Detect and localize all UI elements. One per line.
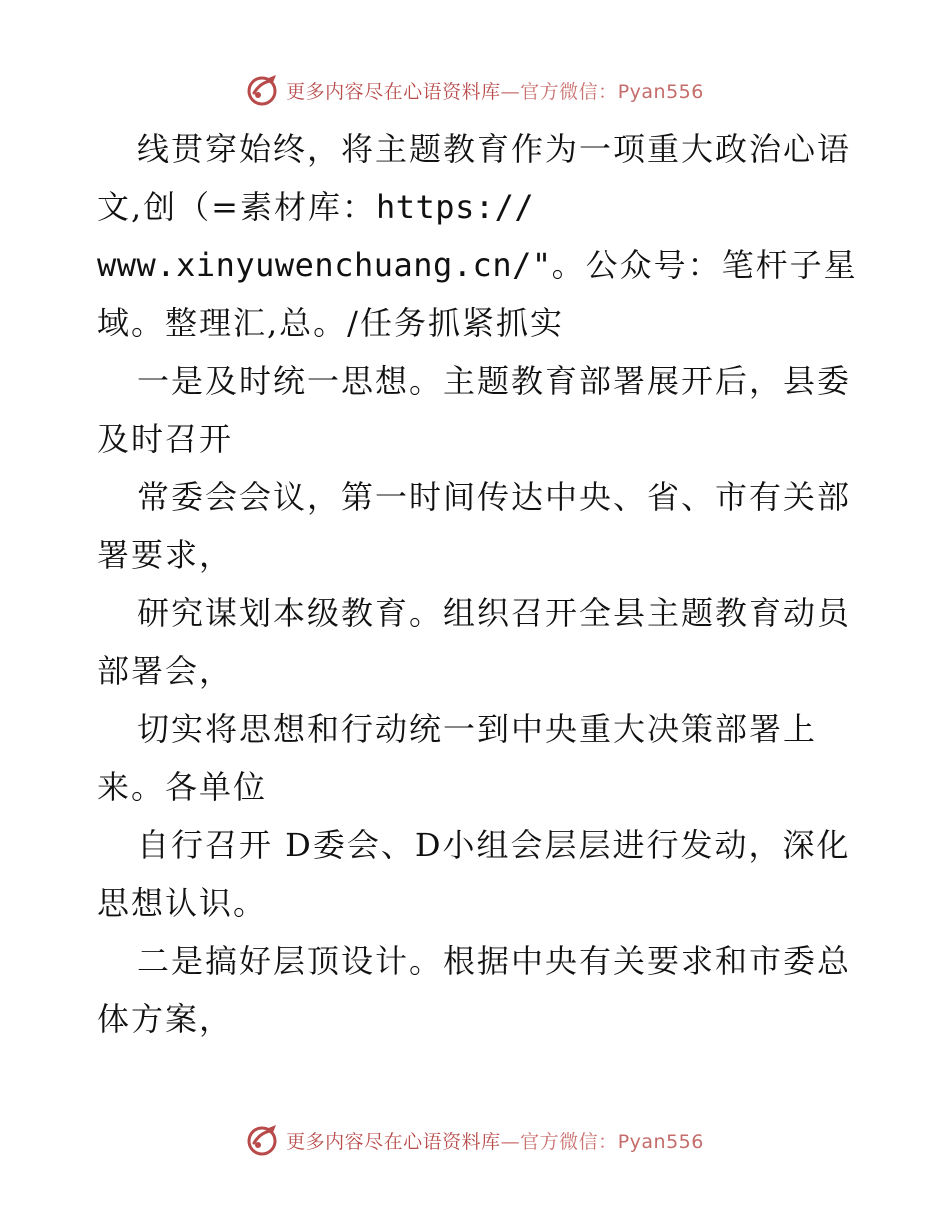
ink-brush-seal-icon <box>246 1123 280 1157</box>
paragraph-line: 来。各单位 <box>97 768 268 806</box>
header-banner-text <box>286 77 704 104</box>
link-text: www.xinyuwenchuang.cn/" <box>97 246 552 284</box>
header-banner-id: Pyan556 <box>617 80 704 103</box>
paragraph-line-text: 。公众号：笔杆子星 <box>551 246 858 284</box>
paragraph-line <box>97 236 857 294</box>
paragraph-line: 思想认识。 <box>97 884 268 922</box>
paragraph-line: 二是搞好层顶设计。根据中央有关要求和市委总 <box>137 942 852 980</box>
footer-banner-id: Pyan556 <box>617 1130 704 1153</box>
paragraph-line <box>97 178 857 236</box>
header-banner-sep: —官方微信： <box>500 80 618 103</box>
paragraph-line: 一是及时统一思想。主题教育部署展开后，县委 <box>137 362 852 400</box>
document-body <box>97 120 857 1048</box>
paragraph-line-text: 文,创（=素材库： <box>97 188 376 226</box>
footer-banner-main: 更多内容尽在心语资料库 <box>286 1130 501 1153</box>
paragraph-line: 域。整理汇,总。/任务抓紧抓实 <box>97 304 564 342</box>
paragraph-line: 署要求， <box>97 536 234 574</box>
paragraph-line: 部署会， <box>97 652 234 690</box>
paragraph-line: 常委会会议，第一时间传达中央、省、市有关部 <box>137 478 852 516</box>
footer-banner-text <box>286 1127 704 1154</box>
ink-brush-seal-icon <box>246 73 280 107</box>
header-banner <box>0 70 950 110</box>
paragraph-line: 研究谋划本级教育。组织召开全县主题教育动员 <box>137 594 852 632</box>
paragraph-line: 线贯穿始终，将主题教育作为一项重大政治心语 <box>137 130 852 168</box>
paragraph-line: 自行召开 D委会、D小组会层层进行发动，深化 <box>137 826 851 864</box>
header-banner-main: 更多内容尽在心语资料库 <box>286 80 501 103</box>
paragraph-line: 体方案， <box>97 1000 234 1038</box>
footer-banner <box>0 1120 950 1160</box>
footer-banner-sep: —官方微信： <box>500 1130 618 1153</box>
link-text: https:// <box>376 188 535 226</box>
paragraph-line: 及时召开 <box>97 420 234 458</box>
paragraph-line: 切实将思想和行动统一到中央重大决策部署上 <box>137 710 818 748</box>
